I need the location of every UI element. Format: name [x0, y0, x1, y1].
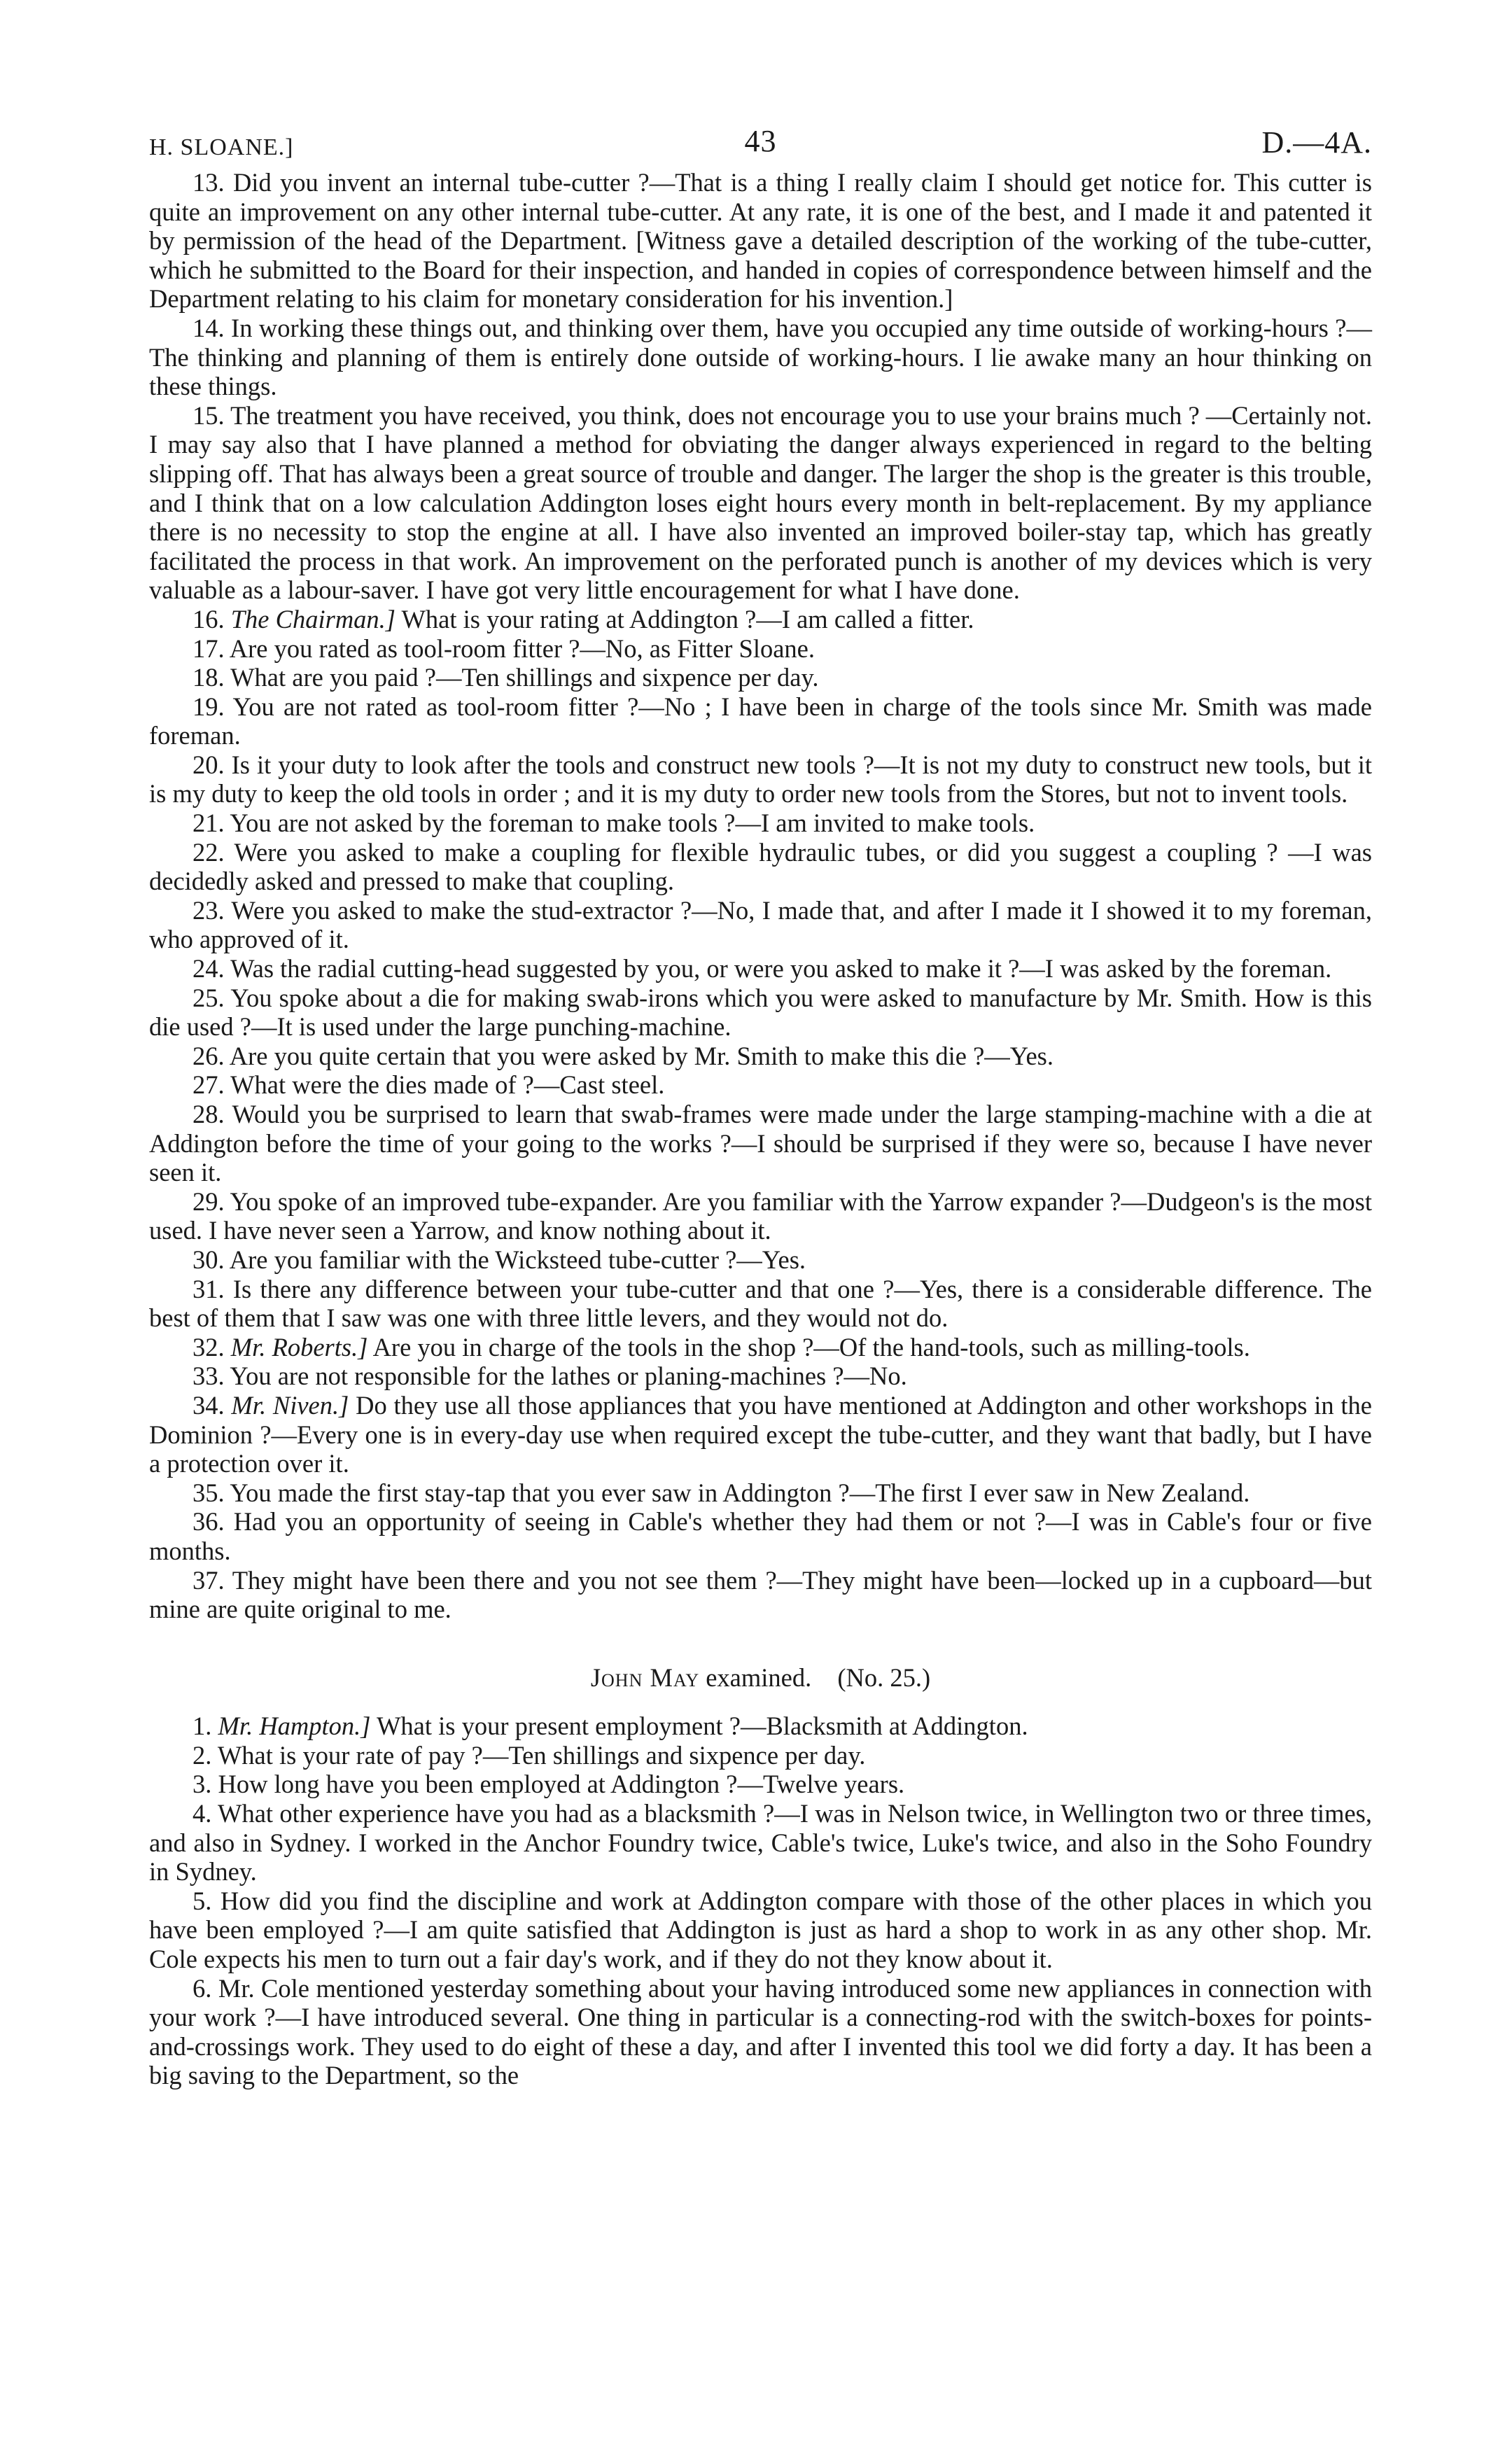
- question-number: 16.: [192, 604, 225, 634]
- question-paragraph: [149, 1042, 1372, 1071]
- question-text: In working these things out, and thinking over them, have you occupied any time outside of working-hours ?—The thinking and planning of them is entirely done outside of working-hours. I lie awake many an hour thinking on these things.: [149, 313, 1372, 401]
- speaker-label: Mr. Roberts.]: [230, 1332, 368, 1362]
- question-paragraph: [149, 1070, 1372, 1100]
- question-paragraph: [149, 1507, 1372, 1565]
- question-paragraph: [149, 1741, 1372, 1770]
- question-number: 33.: [192, 1362, 225, 1391]
- running-head: [149, 119, 1372, 168]
- page-number: 43: [744, 124, 777, 158]
- question-number: 34.: [192, 1390, 225, 1420]
- question-number: 30.: [192, 1245, 225, 1274]
- question-number: 32.: [192, 1332, 225, 1362]
- question-paragraph: [149, 1100, 1372, 1187]
- question-text: Had you an opportunity of seeing in Cable's whether they had them or not ?—I was in Cable's four or five months.: [149, 1507, 1373, 1565]
- speaker-label: Mr. Niven.]: [231, 1390, 349, 1420]
- question-number: 15.: [192, 400, 225, 430]
- question-text: Would you be surprised to learn that swab-frames were made under the large stamping-machine with a die at Addington before the time of your going to the works ?—I should be surprised if they were so, because I have never seen it.: [149, 1100, 1372, 1187]
- question-text: How did you find the discipline and work at Addington compare with those of the other places in which you have been employed ?—I am quite satisfied that Addington is just as hard a shop to work in as any other shop. Mr. Cole expects his men to turn out a fair day's work, and if they do not they know about it.: [149, 1886, 1373, 1974]
- section-heading: [149, 1663, 1372, 1693]
- question-paragraph: [149, 1478, 1372, 1508]
- speaker-label: Mr. Hampton.]: [218, 1712, 371, 1741]
- question-number: 26.: [192, 1041, 225, 1070]
- question-paragraph: [149, 1886, 1372, 1974]
- question-paragraph: [149, 983, 1372, 1042]
- question-paragraph: [149, 1275, 1372, 1333]
- question-number: 21.: [192, 808, 225, 838]
- question-number: 6.: [192, 1973, 212, 2003]
- question-text: Do they use all those appliances that you have mentioned at Addington and other workshops in the Dominion ?—Every one is in every-day use when required except the tube-cutter, and they want that badly, but I have a protection over it.: [149, 1390, 1373, 1478]
- question-paragraph: [149, 634, 1372, 664]
- question-paragraph: [149, 1245, 1372, 1275]
- question-paragraph: [149, 1799, 1372, 1886]
- question-paragraph: [149, 1712, 1372, 1741]
- section-sloane-evidence: [149, 168, 1372, 1624]
- question-number: 35.: [192, 1478, 225, 1507]
- question-number: 2.: [192, 1740, 212, 1770]
- question-paragraph: [149, 954, 1372, 983]
- question-text: Was the radial cutting-head suggested by you, or were you asked to make it ?—I was asked by the foreman.: [230, 954, 1332, 983]
- question-number: 3.: [192, 1770, 212, 1799]
- question-paragraph: [149, 692, 1372, 750]
- question-number: 14.: [192, 313, 225, 342]
- question-number: 17.: [192, 634, 225, 663]
- question-number: 24.: [192, 954, 225, 983]
- question-text: You spoke about a die for making swab-irons which you were asked to manufacture by Mr. Smith. How is this die used ?—It is used under the large punching-machine.: [149, 983, 1372, 1042]
- question-text: What other experience have you had as a blacksmith ?—I was in Nelson twice, in Wellington two or three times, and also in Sydney. I worked in the Anchor Foundry twice, Cable's twice, Luke's twice, and also in the Soho Foundry in Sydney.: [149, 1799, 1372, 1886]
- question-paragraph: [149, 1974, 1372, 2090]
- question-text: You are not responsible for the lathes or planing-machines ?—No.: [230, 1362, 907, 1391]
- question-text: Are you familiar with the Wicksteed tube-cutter ?—Yes.: [229, 1245, 806, 1274]
- question-number: 18.: [192, 663, 225, 692]
- paper-reference: D.—4A.: [1261, 125, 1372, 160]
- question-number: 23.: [192, 895, 225, 925]
- speaker-label: The Chairman.]: [230, 604, 396, 634]
- question-text: What is your rate of pay ?—Ten shillings and sixpence per day.: [217, 1740, 866, 1770]
- section-may-evidence: [149, 1712, 1372, 2090]
- question-paragraph: [149, 1770, 1372, 1799]
- question-number: 37.: [192, 1565, 225, 1595]
- question-number: 20.: [192, 750, 225, 779]
- question-number: 31.: [192, 1274, 225, 1303]
- question-text: Is it your duty to look after the tools and construct new tools ?—It is not my duty to construct new tools, but it is my duty to keep the old tools in order ; and it is my duty to order new tools from the Stores, but not to invent tools.: [149, 750, 1372, 808]
- question-paragraph: [149, 750, 1372, 808]
- question-paragraph: [149, 808, 1372, 838]
- question-number: 25.: [192, 983, 225, 1012]
- question-text: They might have been there and you not see them ?—They might have been—locked up in a cupboard—but mine are quite original to me.: [149, 1565, 1372, 1624]
- question-number: 5.: [192, 1886, 212, 1915]
- question-number: 13.: [192, 168, 225, 197]
- question-paragraph: [149, 896, 1372, 954]
- question-text: The treatment you have received, you think, does not encourage you to use your brains much ? —Certainly not. I may say also that I have planned a method for obviating the danger always experienced in regard to the belting slipping off. That has always been a great source of trouble and danger. The larger the shop is the greater is this trouble, and I think that on a low calculation Addington loses eight hours every month in belt-replacement. By my appliance there is no necessity to stop the engine at all. I have also invented an improved boiler-stay tap, which has greatly facilitated the process in that work. An improvement on the perforated punch is another of my devices which is very valuable as a labour-saver. I have got very little encouragement for what I have done.: [149, 400, 1372, 605]
- question-number: 27.: [192, 1070, 225, 1100]
- question-text: Are you quite certain that you were asked by Mr. Smith to make this die ?—Yes.: [229, 1041, 1054, 1070]
- question-paragraph: [149, 168, 1372, 314]
- question-number: 19.: [192, 692, 225, 721]
- question-text: What were the dies made of ?—Cast steel.: [230, 1070, 665, 1100]
- witness-name: John May: [590, 1662, 700, 1692]
- question-text: Are you in charge of the tools in the shop ?—Of the hand-tools, such as milling-tools.: [372, 1332, 1250, 1362]
- question-text: Were you asked to make the stud-extractor ?—No, I made that, and after I made it I showed it to my foreman, who approved of it.: [149, 895, 1372, 954]
- question-text: You are not asked by the foreman to make tools ?—I am invited to make tools.: [230, 808, 1035, 838]
- question-paragraph: [149, 1566, 1372, 1624]
- question-text: Are you rated as tool-room fitter ?—No, as Fitter Sloane.: [229, 634, 815, 663]
- question-text: Mr. Cole mentioned yesterday something about your having introduced some new appliances in connection with your work ?—I have introduced several. One thing in particular is a connecting-rod with the switch-boxes for points-and-crossings work. They used to do eight of these a day, and after I invented this tool we did forty a day. It has been a big saving to the Department, so the: [149, 1973, 1372, 2090]
- question-paragraph: [149, 1187, 1372, 1245]
- question-text: Were you asked to make a coupling for flexible hydraulic tubes, or did you suggest a coupling ? —I was decidedly asked and pressed to make that coupling.: [149, 837, 1373, 896]
- question-number: 36.: [192, 1507, 225, 1536]
- question-paragraph: [149, 1333, 1372, 1362]
- question-paragraph: [149, 314, 1372, 401]
- witness-name-header: H. SLOANE.]: [149, 134, 294, 160]
- question-number: 22.: [192, 837, 225, 867]
- question-number: 29.: [192, 1186, 225, 1216]
- question-text: You are not rated as tool-room fitter ?—No ; I have been in charge of the tools since Mr. Smith was made foreman.: [149, 692, 1372, 750]
- question-text: What are you paid ?—Ten shillings and sixpence per day.: [230, 663, 819, 692]
- question-text: How long have you been employed at Addington ?—Twelve years.: [218, 1770, 905, 1799]
- question-text: Is there any difference between your tube-cutter and that one ?—Yes, there is a considerable difference. The best of them that I saw was one with three little levers, and they would not do.: [149, 1274, 1373, 1333]
- question-paragraph: [149, 1391, 1372, 1478]
- question-paragraph: [149, 1362, 1372, 1391]
- question-paragraph: [149, 663, 1372, 692]
- document-page: [149, 119, 1372, 2090]
- question-text: What is your present employment ?—Blacksmith at Addington.: [376, 1712, 1028, 1741]
- question-text: What is your rating at Addington ?—I am called a fitter.: [401, 604, 974, 634]
- question-number: 1.: [192, 1712, 212, 1741]
- question-paragraph: [149, 838, 1372, 896]
- question-text: You made the first stay-tap that you ever saw in Addington ?—The first I ever saw in New Zealand.: [230, 1478, 1250, 1507]
- question-paragraph: [149, 401, 1372, 605]
- question-paragraph: [149, 605, 1372, 634]
- examined-label: examined.: [706, 1662, 812, 1692]
- question-text: You spoke of an improved tube-expander. Are you familiar with the Yarrow expander ?—Dudgeon's is the most used. I have never seen a Yarrow, and know nothing about it.: [149, 1186, 1372, 1245]
- question-number: 28.: [192, 1100, 225, 1128]
- question-number: 4.: [192, 1799, 212, 1828]
- question-text: Did you invent an internal tube-cutter ?—That is a thing I really claim I should get notice for. This cutter is quite an improvement on any other internal tube-cutter. At any rate, it is one of the best, and I made it and patented it by permission of the head of the Department. [Witness gave a detailed description of the working of the tube-cutter, which he submitted to the Board for their inspection, and handed in copies of correspondence between himself and the Department relating to his claim for monetary consideration for his invention.]: [149, 168, 1372, 314]
- witness-number: (No. 25.): [837, 1662, 931, 1692]
